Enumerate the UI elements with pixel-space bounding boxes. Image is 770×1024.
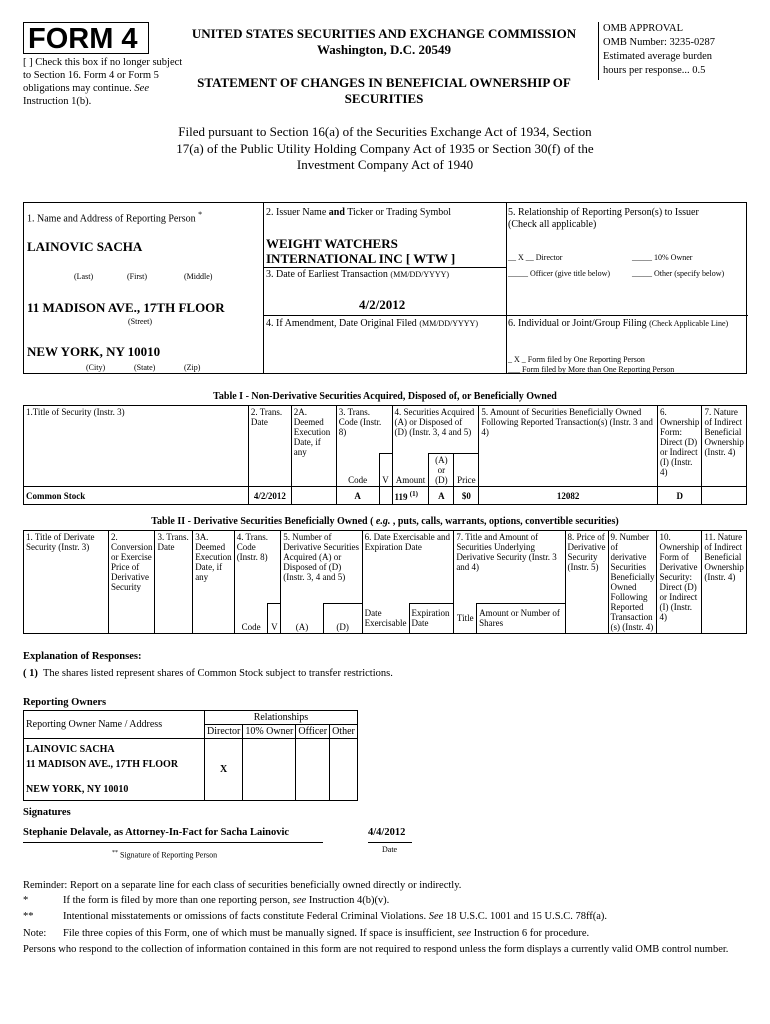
agency-title: UNITED STATES SECURITIES AND EXCHANGE COMMISSION Washington, D.C. 20549: [191, 26, 577, 57]
statement-title: STATEMENT OF CHANGES IN BENEFICIAL OWNERSHIP OF SECURITIES: [197, 75, 571, 106]
street-label: (Street): [128, 317, 152, 326]
omb-notice: Persons who respond to the collection of information contained in this form are not required to respond unless the form displays a currently valid OMB control number.: [23, 944, 729, 955]
earliest-transaction-label: 3. Date of Earliest Transaction (MM/DD/YYYY): [266, 269, 450, 280]
t1-sub-v: V: [379, 454, 392, 487]
t2-col-deemed: 3A. Deemed Execution Date, if any: [193, 531, 235, 634]
t1-col-ownership-form: 6. Ownership Form: Direct (D) or Indirect (I) (Instr. 4): [657, 406, 702, 487]
t1-col-securities: 4. Securities Acquired (A) or Disposed of (D) (Instr. 3, 4 and 5): [392, 406, 479, 454]
filed-pursuant: Filed pursuant to Section 16(a) of the Securities Exchange Act of 1934, Section 17(a) of the Public Utility Holding Company Act of 1935 or Section 30(f) of the Investment Company Act of 1940: [176, 124, 594, 172]
table2-title: Table II - Derivative Securities Beneficially Owned ( e.g. , puts, calls, warrants, options, convertible securities): [151, 516, 619, 527]
table2: [23, 530, 747, 634]
middle-label: (Middle): [184, 272, 213, 281]
t2-sub-date-exercisable: Date Exercisable: [362, 603, 409, 633]
signature-label: ** Signature of Reporting Person: [112, 850, 218, 860]
reporting-owners-table: [23, 710, 358, 801]
t2-sub-d: (D): [323, 603, 362, 633]
t1-sub-ad: (A) or (D): [429, 454, 454, 487]
zip-label: (Zip): [184, 363, 201, 372]
signer-name: Stephanie Delavale, as Attorney-In-Fact for Sacha Lainovic: [23, 826, 323, 843]
relationship-other: _____ Other (specify below): [632, 269, 725, 278]
owner-10pct-col: 10% Owner: [243, 725, 296, 739]
table1-title: Table I - Non-Derivative Securities Acquired, Disposed of, or Beneficially Owned: [213, 391, 557, 402]
first-label: (First): [127, 272, 147, 281]
t1-col-date: 2. Trans. Date: [248, 406, 291, 487]
relationship-director: __ X __ Director: [508, 253, 563, 262]
issuer-name: WEIGHT WATCHERS INTERNATIONAL INC [ WTW ]: [266, 236, 456, 266]
director-mark: X: [205, 739, 243, 801]
t2-sub-code: Code: [234, 603, 268, 633]
t2-sub-v: V: [268, 603, 281, 633]
t1-col-code: 3. Trans. Code (Instr. 8): [336, 406, 392, 454]
reporting-owners-heading: Reporting Owners: [23, 697, 107, 708]
t2-col-title: 1. Title of Derivate Security (Instr. 3): [24, 531, 109, 634]
director-col: Director: [205, 725, 243, 739]
note-copies: Note: File three copies of this Form, one of which must be manually signed. If space is insufficient, see Instruction 6 for procedure.: [23, 928, 590, 939]
last-label: (Last): [74, 272, 94, 281]
table-row: Common Stock 4/2/2012 A 119 $^{(1)}$ A $0 12082 D: [24, 487, 747, 505]
t1-sub-code: Code: [336, 454, 379, 487]
relationships-col: Relationships: [205, 711, 358, 725]
t2-sub-expiration: Expiration Date: [409, 603, 454, 633]
t2-col-price: 8. Price of Derivative Security (Instr. 5): [565, 531, 608, 634]
issuer-label: 2. Issuer Name and Ticker or Trading Symbol: [266, 207, 452, 218]
table-row: LAINOVIC SACHA 11 MADISON AVE., 17TH FLOOR NEW YORK, NY 10010 X: [24, 739, 358, 801]
signature-date: 4/4/2012: [368, 826, 412, 843]
other-col: Other: [330, 725, 358, 739]
t2-col-underlying: 7. Title and Amount of Securities Underlying Derivative Security (Instr. 3 and 4): [454, 531, 565, 604]
relationship-officer: _____ Officer (give title below): [508, 269, 611, 278]
form-title: FORM 4: [23, 22, 149, 54]
footnote-1: ( 1) The shares listed represent shares of Common Stock subject to transfer restrictions.: [23, 668, 393, 679]
t1-col-title: 1.Title of Security (Instr. 3): [24, 406, 249, 487]
reminder: Reminder: Report on a separate line for each class of securities beneficially owned directly or indirectly.: [23, 880, 462, 891]
reporting-box: [23, 202, 747, 374]
t2-col-number: 5. Number of Derivative Securities Acquired (A) or Disposed of (D) (Instr. 3, 4 and 5): [281, 531, 362, 604]
city-state-zip: NEW YORK, NY 10010: [27, 344, 161, 359]
amendment-label: 4. If Amendment, Date Original Filed (MM/DD/YYYY): [266, 318, 478, 329]
reporting-person-name: LAINOVIC SACHA: [27, 239, 143, 254]
t2-sub-a: (A): [281, 603, 323, 633]
t2-col-ownership-form: 10. Ownership Form of Derivative Security: Direct (D) or Indirect (I) (Instr. 4): [657, 531, 702, 634]
t1-col-nature: 7. Nature of Indirect Beneficial Ownership (Instr. 4): [702, 406, 747, 487]
footnote-double-star: ** Intentional misstatements or omissions of facts constitute Federal Criminal Violations. See 18 U.S.C. 1001 and 15 U.S.C. 78ff(a).: [23, 911, 608, 922]
t2-col-exercisable: 6. Date Exercisable and Expiration Date: [362, 531, 454, 604]
date-label: Date: [382, 845, 398, 854]
t2-sub-title: Title: [454, 603, 477, 633]
joint-filing-one: _ X _ Form filed by One Reporting Person: [508, 355, 645, 364]
t2-col-conversion: 2. Conversion or Exercise Price of Derivative Security: [108, 531, 155, 634]
t2-col-date: 3. Trans. Date: [155, 531, 193, 634]
officer-col: Officer: [296, 725, 330, 739]
relationship-label: 5. Relationship of Reporting Person(s) to Issuer (Check all applicable): [508, 207, 699, 230]
signatures-heading: Signatures: [23, 807, 71, 818]
t2-sub-amount: Amount or Number of Shares: [477, 603, 565, 633]
table1: [23, 405, 747, 525]
owner-name-col: Reporting Owner Name / Address: [24, 711, 205, 739]
check-box-note: [ ] Check this box if no longer subject to Section 16. Form 4 or Form 5 obligations may continue. See Instruction 1(b).: [23, 57, 183, 107]
city-label: (City): [86, 363, 106, 372]
earliest-transaction-date: 4/2/2012: [359, 297, 406, 312]
explanation-heading: Explanation of Responses:: [23, 651, 142, 662]
t1-col-deemed: 2A. Deemed Execution Date, if any: [291, 406, 336, 487]
t2-col-nature: 11. Nature of Indirect Beneficial Ownership (Instr. 4): [702, 531, 747, 634]
t1-sub-price: Price: [454, 454, 479, 487]
omb-approval: OMB APPROVAL OMB Number: 3235-0287 Estimated average burden hours per response... 0.5: [598, 22, 763, 80]
reporting-person-label: 1. Name and Address of Reporting Person *: [27, 210, 203, 225]
street-address: 11 MADISON AVE., 17TH FLOOR: [27, 300, 225, 315]
joint-filing-label: 6. Individual or Joint/Group Filing (Check Applicable Line): [508, 318, 729, 329]
t1-sub-amount: Amount: [392, 454, 429, 487]
state-label: (State): [134, 363, 156, 372]
t1-col-amount-owned: 5. Amount of Securities Beneficially Owned Following Reported Transaction(s) (Instr. 3 and 4): [479, 406, 658, 487]
relationship-10pct-owner: _____ 10% Owner: [632, 253, 693, 262]
joint-filing-more: ___ Form filed by More than One Reporting Person: [508, 365, 675, 374]
t2-col-number-owned: 9. Number of derivative Securities Beneficially Owned Following Reported Transaction (s) (Instr. 4): [608, 531, 657, 634]
t2-col-code: 4. Trans. Code (Instr. 8): [234, 531, 281, 604]
footnote-star: * If the form is filed by more than one reporting person, see Instruction 4(b)(v).: [23, 895, 390, 906]
